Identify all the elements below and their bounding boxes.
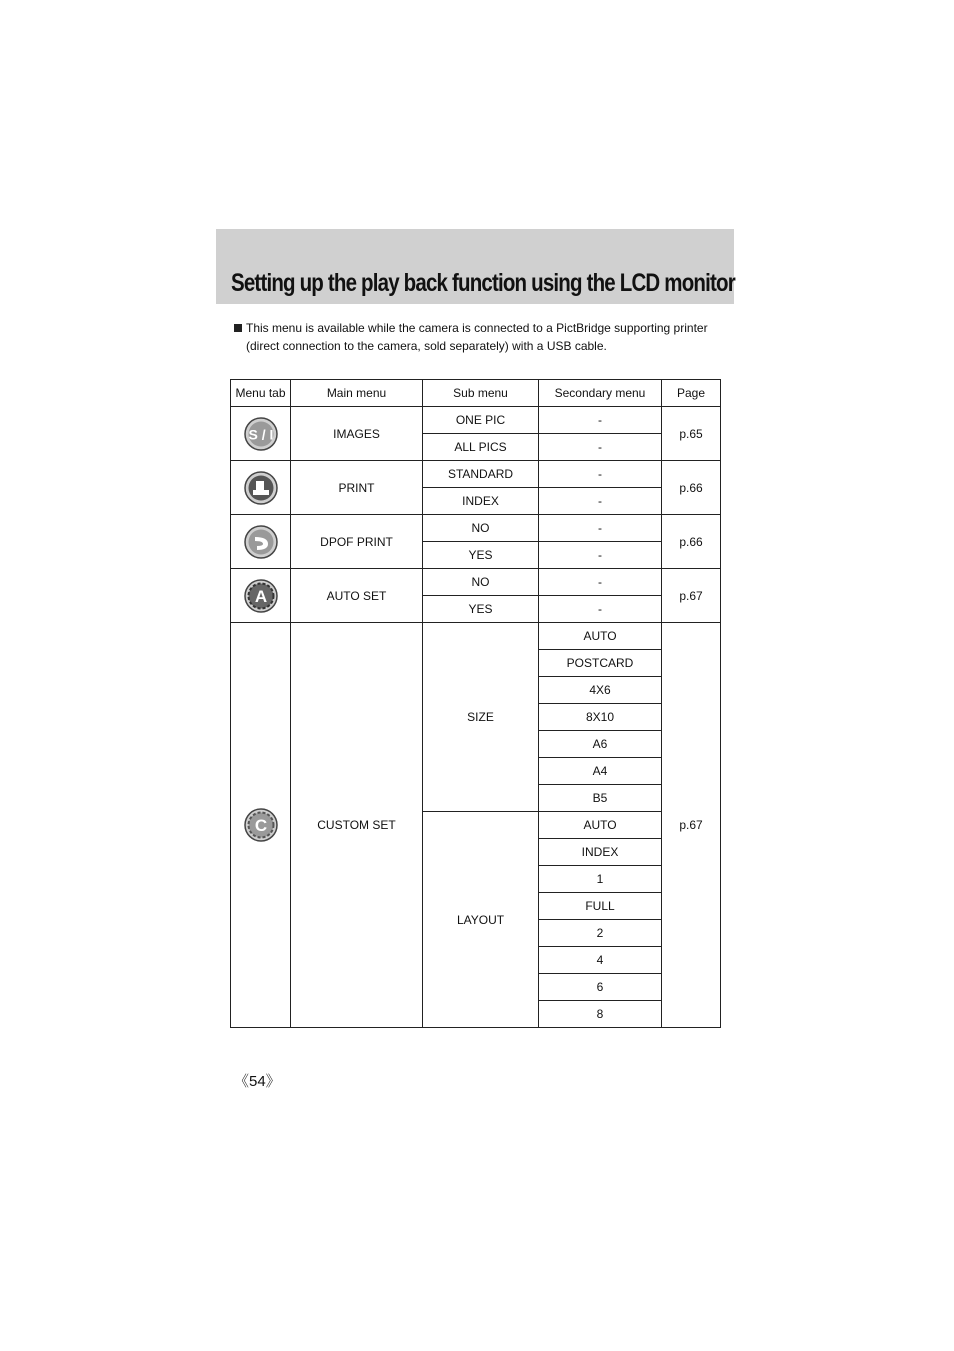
main-menu-auto-set: AUTO SET: [291, 569, 423, 623]
secondary-menu-cell: -: [539, 461, 662, 488]
header-menu-tab: Menu tab: [231, 380, 291, 407]
page-ref: p.67: [662, 569, 721, 623]
sub-menu-no: NO: [423, 569, 539, 596]
s-i-icon-label: S / I: [248, 426, 273, 442]
sub-menu-standard: STANDARD: [423, 461, 539, 488]
s-i-icon: [244, 417, 278, 451]
note-line-2: (direct connection to the camera, sold separately) with a USB cable.: [246, 339, 607, 353]
secondary-menu-cell: AUTO: [539, 623, 662, 650]
sub-menu-index: INDEX: [423, 488, 539, 515]
secondary-menu-cell: -: [539, 596, 662, 623]
table-row: [231, 515, 721, 542]
menu-tab-cell: [231, 623, 291, 1028]
secondary-menu-cell: POSTCARD: [539, 650, 662, 677]
note-line-1: This menu is available while the camera is connected to a PictBridge supporting printer: [246, 321, 708, 335]
secondary-menu-cell: -: [539, 569, 662, 596]
main-menu-print: PRINT: [291, 461, 423, 515]
secondary-menu-cell: 8: [539, 1001, 662, 1028]
sub-menu-no: NO: [423, 515, 539, 542]
auto-set-icon-label: A: [254, 586, 267, 606]
sub-menu-yes: YES: [423, 596, 539, 623]
page-title: Setting up the play back function using the LCD monitor: [231, 269, 735, 297]
menu-tab-cell: [231, 407, 291, 461]
secondary-menu-cell: FULL: [539, 893, 662, 920]
header-sub-menu: Sub menu: [423, 380, 539, 407]
header-main-menu: Main menu: [291, 380, 423, 407]
custom-set-icon: [244, 808, 278, 842]
sub-menu-all-pics: ALL PICS: [423, 434, 539, 461]
page-ref: p.66: [662, 461, 721, 515]
secondary-menu-cell: -: [539, 407, 662, 434]
menu-tab-cell: [231, 569, 291, 623]
secondary-menu-cell: 2: [539, 920, 662, 947]
main-menu-dpof-print: DPOF PRINT: [291, 515, 423, 569]
secondary-menu-cell: B5: [539, 785, 662, 812]
page-ref: p.67: [662, 623, 721, 1028]
page-ref: p.66: [662, 515, 721, 569]
secondary-menu-cell: A4: [539, 758, 662, 785]
dpof-icon: [244, 525, 278, 559]
table-header-row: [231, 380, 721, 407]
page-ref: p.65: [662, 407, 721, 461]
sub-menu-size: SIZE: [423, 623, 539, 812]
sub-menu-one-pic: ONE PIC: [423, 407, 539, 434]
secondary-menu-cell: -: [539, 488, 662, 515]
title-band: [216, 229, 734, 304]
table-row: [231, 623, 721, 650]
auto-set-icon: [244, 579, 278, 613]
menu-tab-cell: [231, 515, 291, 569]
table-row: [231, 461, 721, 488]
secondary-menu-cell: 6: [539, 974, 662, 1001]
secondary-menu-cell: -: [539, 515, 662, 542]
secondary-menu-cell: -: [539, 434, 662, 461]
custom-set-icon-label: C: [254, 816, 267, 835]
table-row: [231, 569, 721, 596]
header-page: Page: [662, 380, 721, 407]
secondary-menu-cell: 8X10: [539, 704, 662, 731]
secondary-menu-cell: -: [539, 542, 662, 569]
secondary-menu-cell: 4X6: [539, 677, 662, 704]
secondary-menu-cell: A6: [539, 731, 662, 758]
menu-table: [230, 379, 721, 1028]
secondary-menu-cell: 4: [539, 947, 662, 974]
sub-menu-yes: YES: [423, 542, 539, 569]
header-secondary-menu: Secondary menu: [539, 380, 662, 407]
bullet-icon: [234, 324, 242, 332]
page-number: 《54》: [234, 1073, 281, 1090]
menu-tab-cell: [231, 461, 291, 515]
print-icon: [244, 471, 278, 505]
main-menu-custom-set: CUSTOM SET: [291, 623, 423, 1028]
sub-menu-layout: LAYOUT: [423, 812, 539, 1028]
table-row: [231, 407, 721, 434]
secondary-menu-cell: AUTO: [539, 812, 662, 839]
main-menu-images: IMAGES: [291, 407, 423, 461]
secondary-menu-cell: INDEX: [539, 839, 662, 866]
secondary-menu-cell: 1: [539, 866, 662, 893]
note: [234, 319, 714, 355]
